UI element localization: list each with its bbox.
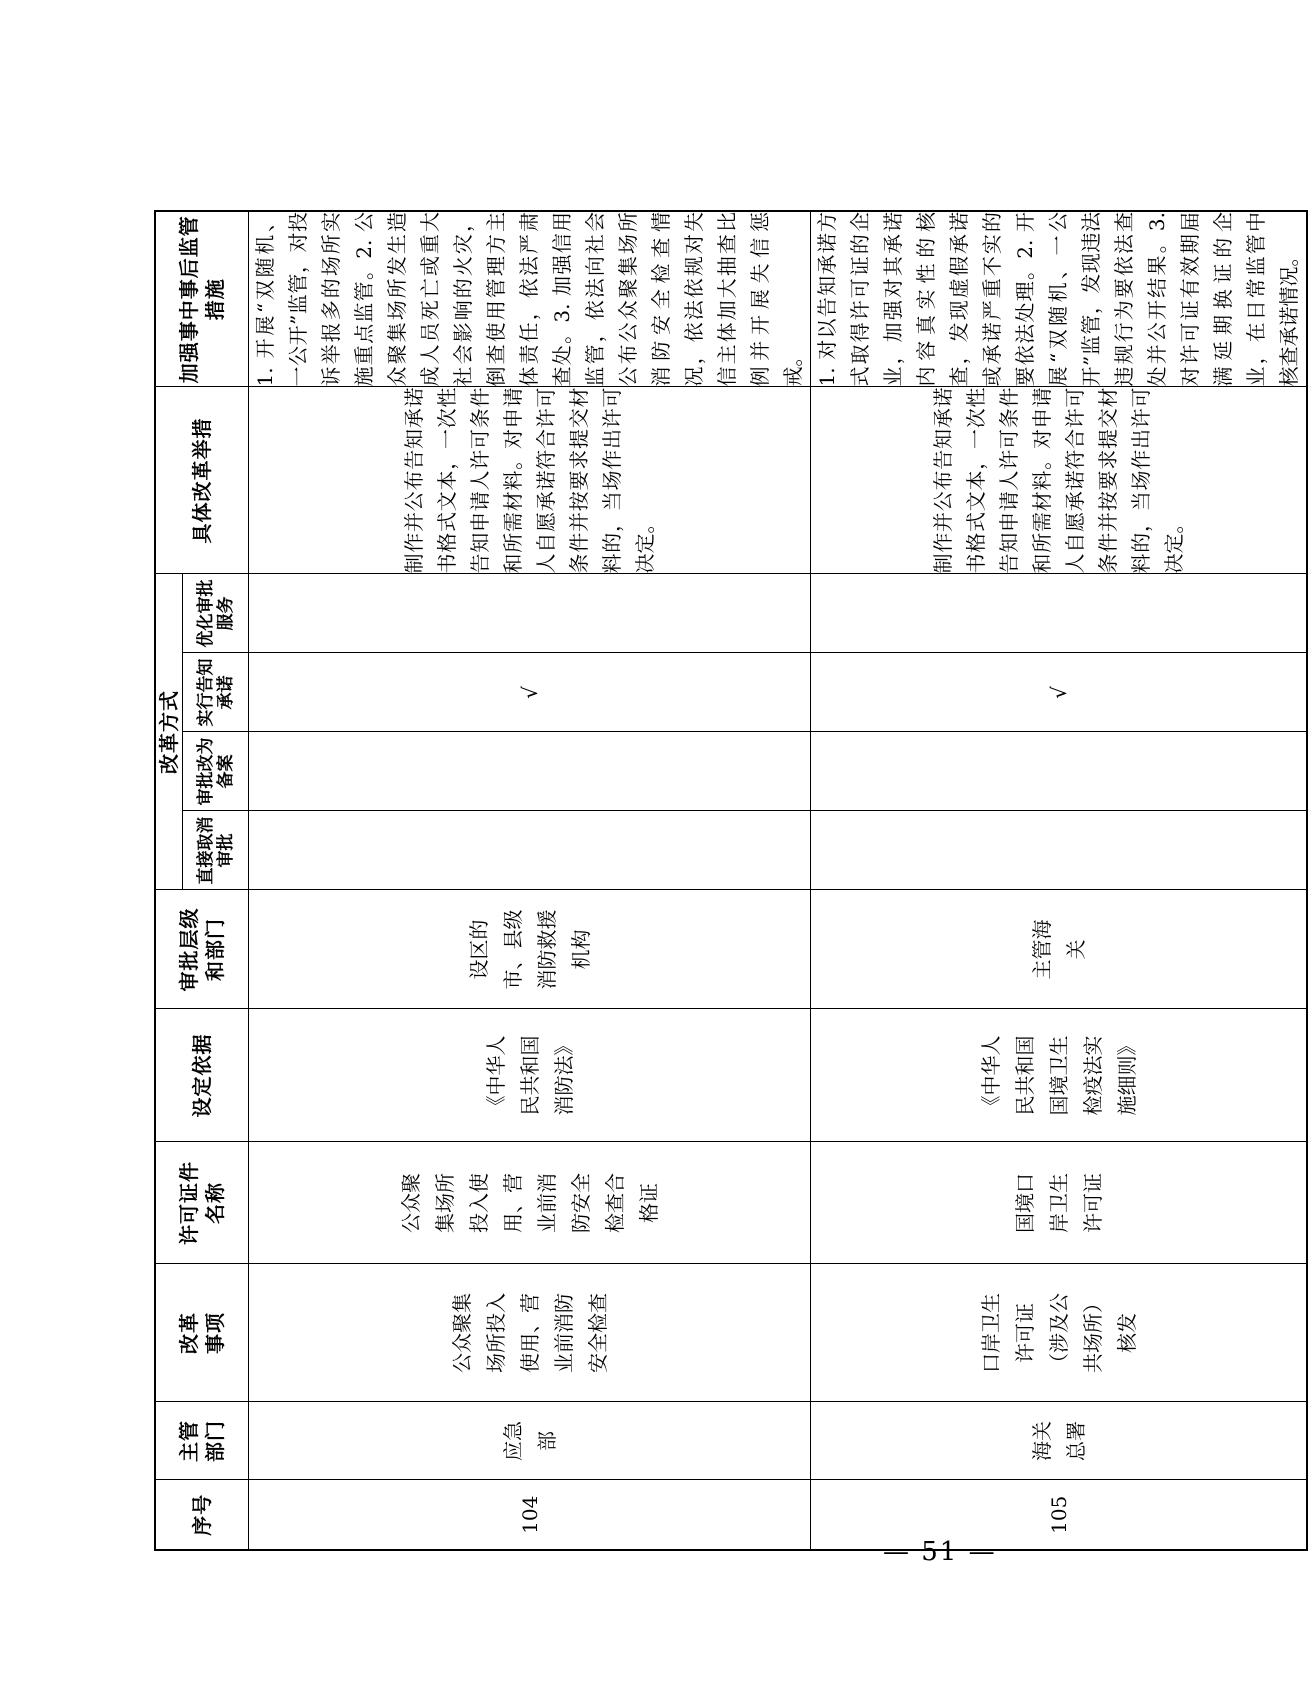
header-item: 改革事项 xyxy=(155,1264,249,1402)
row-basis: 《中华人民共和国国境卫生检疫法实施细则》 xyxy=(811,1009,1308,1142)
header-row-1 xyxy=(155,211,183,1550)
row-mode-optimize xyxy=(249,574,811,653)
row-mode-record xyxy=(811,732,1308,811)
row-dept: 海关总署 xyxy=(811,1402,1308,1480)
row-mode-record xyxy=(249,732,811,811)
header-level: 审批层级和部门 xyxy=(155,890,249,1009)
row-level: 主管海关 xyxy=(811,890,1308,1009)
row-license: 国境口岸卫生许可证 xyxy=(811,1142,1308,1264)
header-reform-mode: 改革方式 xyxy=(155,574,183,890)
row-measures: 制作并公布告知承诺书格式文本，一次性告知申请人许可条件和所需材料。对申请人自愿承诺符合许可条件并按要求提交材料的，当场作出许可决定。 xyxy=(249,387,811,574)
row-seq: 104 xyxy=(249,1480,811,1550)
header-basis: 设定依据 xyxy=(155,1009,249,1142)
row-supervision: 1. 对以告知承诺方式取得许可证的企业，加强对其承诺内容真实性的核查，发现虚假承诺或承诺严重不实的要依法处理。2. 开展“双随机、一公开”监管，发现违法违规行为要依法查处并公开结果。3. 对许可证有效期届满延期换证的企业，在日常监管中核查承诺情况。 xyxy=(811,211,1308,387)
header-mode-record: 审批改为备案 xyxy=(183,732,249,811)
header-supervision: 加强事中事后监管措施 xyxy=(155,211,249,387)
header-mode-optimize: 优化审批服务 xyxy=(183,574,249,653)
row-license: 公众聚集场所投入使用、营业前消防安全检查合格证 xyxy=(249,1142,811,1264)
header-license: 许可证件名称 xyxy=(155,1142,249,1264)
header-mode-cancel: 直接取消审批 xyxy=(183,811,249,890)
row-measures: 制作并公布告知承诺书格式文本，一次性告知申请人许可条件和所需材料。对申请人自愿承诺符合许可条件并按要求提交材料的，当场作出许可决定。 xyxy=(811,387,1308,574)
row-dept: 应急部 xyxy=(249,1402,811,1480)
table-row xyxy=(811,211,1308,1550)
row-basis: 《中华人民共和国消防法》 xyxy=(249,1009,811,1142)
row-mode-optimize xyxy=(811,574,1308,653)
row-mode-notify: √ xyxy=(811,653,1308,732)
header-seq: 序号 xyxy=(155,1480,249,1550)
header-measures: 具体改革举措 xyxy=(155,387,249,574)
table-row xyxy=(249,211,811,1550)
row-mode-notify: √ xyxy=(249,653,811,732)
row-item: 口岸卫生许可证（涉及公共场所）核发 xyxy=(811,1264,1308,1402)
row-item: 公众聚集场所投入使用、营业前消防安全检查 xyxy=(249,1264,811,1402)
row-level: 设区的市、县级消防救援机构 xyxy=(249,890,811,1009)
row-mode-cancel xyxy=(249,811,811,890)
row-seq: 105 xyxy=(811,1480,1308,1550)
page-number: — 51 — xyxy=(883,1537,997,1567)
header-dept: 主管部门 xyxy=(155,1402,249,1480)
header-mode-notify: 实行告知承诺 xyxy=(183,653,249,732)
row-supervision: 1. 开展“双随机、一公开”监管，对投诉举报多的场所实施重点监管。2. 公众聚集场所发生造成人员死亡或重大社会影响的火灾，倒查使用管理方主体责任，依法严肃查处。3. 加强信用监管，依法向社会公布公众聚集场所消防安全检查情况，依法依规对失信主体加大抽查比例并开展失信惩戒。 xyxy=(249,211,811,387)
row-mode-cancel xyxy=(811,811,1308,890)
rotated-table-frame xyxy=(154,212,1301,1551)
reform-table xyxy=(154,210,1308,1551)
